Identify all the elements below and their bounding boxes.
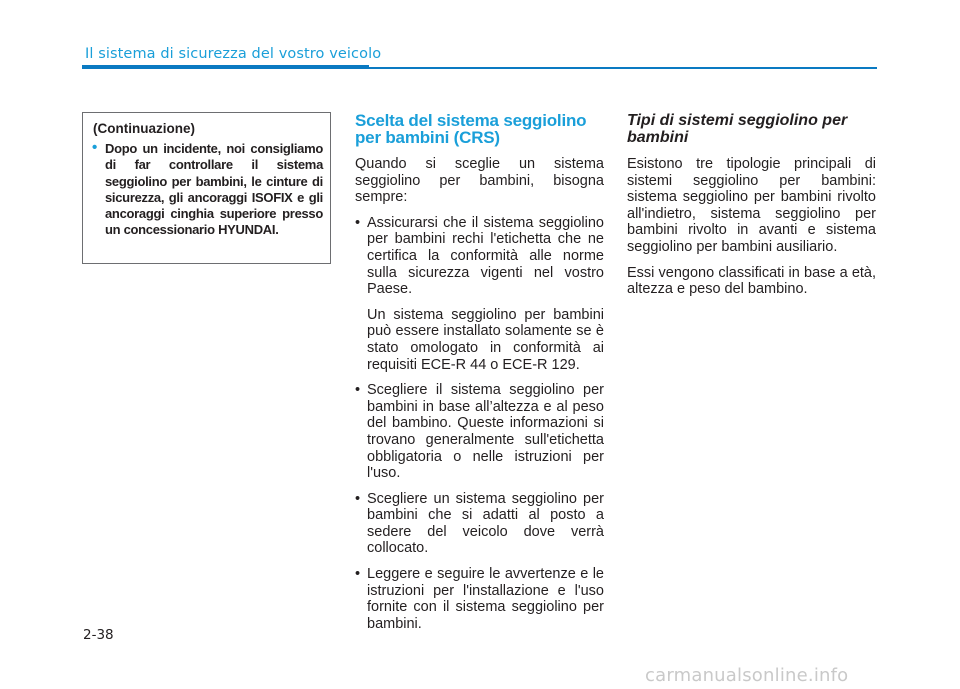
- list-item-text: Scegliere un sistema seggiolino per bambini che si adatti al posto a sedere del veicolo dove verrà collocato.: [367, 490, 604, 557]
- list-item: [355, 215, 604, 298]
- continuation-note-box: [82, 112, 331, 264]
- bullet-icon: •: [355, 214, 361, 231]
- bullet-icon: •: [355, 566, 361, 583]
- list-item: [355, 382, 604, 482]
- note-item: [92, 141, 323, 239]
- section-header-title: Il sistema di sicurezza del vostro veicolo: [85, 46, 382, 62]
- bullet-icon: •: [355, 490, 361, 507]
- crs-selection-heading: Scelta del sistema seggiolino per bambini (CRS): [355, 111, 587, 147]
- watermark: carmanualsonline.info: [645, 665, 849, 686]
- list-item: [355, 566, 604, 632]
- list-item-text: Scegliere il sistema seggiolino per bambini in base all’altezza e al peso del bambino. Queste informazioni si trovano generalmente sull'etichetta obbligatoria o nelle istruzioni per l'uso.: [367, 382, 604, 482]
- crs-selection-column: [355, 112, 604, 641]
- list-item-text: Leggere e seguire le avvertenze e le istruzioni per l'installazione e l'uso fornite con il sistema seggiolino per bambini.: [367, 566, 604, 632]
- note-item-text: Dopo un incidente, noi consigliamo di far controllare il sistema seggiolino per bambini, le cinture di sicurezza, gli ancoraggi ISOFIX e gli ancoraggi cinghia superiore presso un concessionario HYUNDAI.: [105, 141, 323, 238]
- header-rule-thin: [369, 67, 877, 69]
- crs-types-paragraph: Esistono tre tipologie principali di sistemi seggiolino per bambini: sistema seggiolino per bambini rivolto all'indietro, sistema seggiolino per bambini rivolto in avanti e sistema seggiolino per bambini ausiliario.: [627, 156, 876, 255]
- list-item: [355, 491, 604, 557]
- crs-selection-list: [355, 215, 604, 633]
- page-number: 2-38: [83, 627, 114, 643]
- list-item-text: Assicurarsi che il sistema seggiolino per bambini rechi l'etichetta che ne certifica la conformità alle norme sulla sicurezza vigenti nel vostro Paese.: [367, 214, 604, 298]
- crs-types-paragraph: Essi vengono classificati in base a età, altezza e peso del bambino.: [627, 264, 876, 298]
- note-title: (Continuazione): [93, 121, 195, 136]
- crs-types-heading: Tipi di sistemi seggiolino per bambini: [627, 112, 848, 146]
- bullet-icon: •: [92, 139, 97, 156]
- list-item-note: Un sistema seggiolino per bambini può essere installato solamente se è stato omologato in conformità ai requisiti ECE-R 44 o ECE-R 129.: [367, 306, 604, 373]
- crs-selection-intro: Quando si sceglie un sistema seggiolino per bambini, bisogna sempre:: [355, 156, 604, 206]
- crs-types-column: [627, 112, 876, 307]
- header-rule-thick: [82, 65, 369, 69]
- bullet-icon: •: [355, 382, 361, 399]
